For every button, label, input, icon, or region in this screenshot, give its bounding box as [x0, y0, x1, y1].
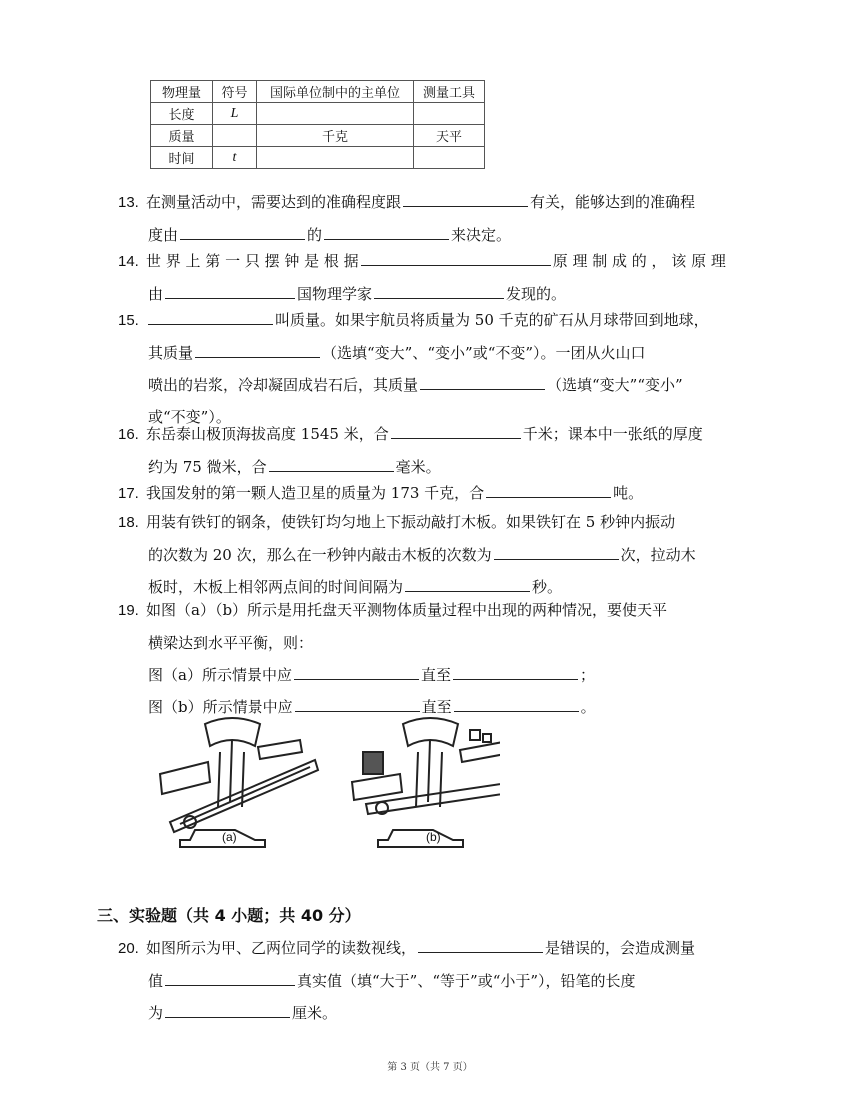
- question-text: 世 界 上 第 一 只 摆 钟 是 根 据: [146, 252, 359, 270]
- question-text: 板时，木板上相邻两点间的时间间隔为: [148, 578, 404, 596]
- table-cell: 天平: [414, 125, 485, 147]
- question-text: 千米；课本中一张纸的厚度: [522, 425, 703, 443]
- table-header: 测量工具: [414, 81, 485, 103]
- table-cell: [213, 125, 257, 147]
- table-cell: L: [213, 103, 257, 125]
- question-number: 16.: [118, 426, 139, 443]
- question-text: 或“不变”）。: [148, 408, 231, 426]
- balance-figures: [140, 712, 500, 861]
- question-number: 18.: [118, 514, 139, 531]
- question-text: 由: [148, 285, 164, 303]
- answer-blank[interactable]: [294, 661, 419, 680]
- answer-blank[interactable]: [418, 934, 543, 953]
- question-text: 是错误的，会造成测量: [545, 939, 696, 957]
- question-text: 其质量: [148, 344, 194, 362]
- question-text: 直至: [420, 666, 451, 684]
- balance-b: [352, 718, 500, 847]
- question-number: 17.: [118, 485, 139, 502]
- question-text: 次，拉动木: [620, 546, 696, 564]
- answer-blank[interactable]: [454, 693, 579, 712]
- question-text: 我国发射的第一颗人造卫星的质量为 173 千克，合: [146, 484, 485, 502]
- answer-blank[interactable]: [165, 280, 295, 299]
- question-14: [118, 245, 763, 310]
- question-16: [118, 418, 763, 483]
- question-text: 东岳泰山极顶海拔高度 1545 米，合: [146, 425, 389, 443]
- question-text: 秒。: [532, 578, 563, 596]
- question-text: 横梁达到水平平衡，则：: [148, 634, 314, 652]
- answer-blank[interactable]: [405, 573, 530, 592]
- page-footer: 第 3 页（共 7 页）: [387, 1062, 473, 1073]
- table-cell: t: [213, 147, 257, 169]
- question-text: 的次数为 20 次，那么在一秒钟内敲击木板的次数为: [148, 546, 492, 564]
- question-text: 发现的。: [506, 285, 567, 303]
- question-text: 来决定。: [451, 226, 512, 244]
- table-cell: [257, 103, 414, 125]
- question-text: ；: [579, 666, 595, 684]
- question-text: 毫米。: [395, 458, 441, 476]
- answer-blank[interactable]: [494, 541, 619, 560]
- answer-blank[interactable]: [165, 967, 295, 986]
- question-text: 为: [148, 1004, 164, 1022]
- table-cell: 长度: [151, 103, 213, 125]
- question-text: 直至: [421, 698, 452, 716]
- question-text: 厘米。: [292, 1004, 338, 1022]
- table-header: 符号: [213, 81, 257, 103]
- question-text: 在测量活动中，需要达到的准确程度跟: [146, 193, 402, 211]
- question-text: 真实值（填“大于”、“等于”或“小于”），铅笔的长度: [297, 972, 636, 990]
- question-text: 喷出的岩浆，冷却凝固成岩石后，其质量: [148, 376, 419, 394]
- question-text: 如图所示为甲、乙两位同学的读数视线，: [146, 939, 417, 957]
- table-cell: 时间: [151, 147, 213, 169]
- answer-blank[interactable]: [165, 999, 290, 1018]
- question-13: [118, 186, 763, 251]
- question-number: 15.: [118, 312, 139, 329]
- answer-blank[interactable]: [361, 247, 551, 266]
- question-15: [118, 304, 763, 433]
- table-header: 物理量: [151, 81, 213, 103]
- table-row: [151, 125, 485, 147]
- answer-blank[interactable]: [374, 280, 504, 299]
- question-text: 叫质量。如果宇航员将质量为 50 千克的矿石从月球带回到地球，: [275, 311, 709, 329]
- question-text: 如图（a）（b）所示是用托盘天平测物体质量过程中出现的两种情况，要使天平: [146, 601, 668, 619]
- question-text: 国物理学家: [297, 285, 373, 303]
- question-text: 图（a）所示情景中应: [148, 666, 292, 684]
- table-row: [151, 103, 485, 125]
- figure-label-b: (b): [426, 830, 441, 844]
- question-text: 原 理 制 成 的 ， 该 原 理: [552, 252, 726, 270]
- question-text: 约为 75 微米，合: [148, 458, 267, 476]
- balance-illustration: [140, 712, 500, 857]
- table-cell: [414, 103, 485, 125]
- answer-blank[interactable]: [269, 453, 394, 472]
- question-18: [118, 506, 763, 603]
- table-cell: [257, 147, 414, 169]
- answer-blank[interactable]: [295, 693, 420, 712]
- question-20: [118, 932, 763, 1029]
- question-number: 19.: [118, 602, 139, 619]
- question-number: 13.: [118, 194, 139, 211]
- table-cell: 质量: [151, 125, 213, 147]
- answer-blank[interactable]: [148, 306, 273, 325]
- answer-blank[interactable]: [420, 371, 545, 390]
- question-number: 14.: [118, 253, 139, 270]
- answer-blank[interactable]: [195, 339, 320, 358]
- table-header: 国际单位制中的主单位: [257, 81, 414, 103]
- answer-blank[interactable]: [180, 221, 305, 240]
- answer-blank[interactable]: [486, 479, 611, 498]
- question-text: 图（b）所示情景中应: [148, 698, 293, 716]
- question-text: 。: [580, 698, 596, 716]
- answer-blank[interactable]: [403, 188, 528, 207]
- question-text: 的: [307, 226, 323, 244]
- question-19: [118, 594, 763, 723]
- question-number: 20.: [118, 940, 139, 957]
- question-text: 吨。: [613, 484, 644, 502]
- question-text: 值: [148, 972, 164, 990]
- section-heading: 三、实验题（共 4 小题；共 40 分）: [97, 906, 361, 925]
- answer-blank[interactable]: [391, 420, 521, 439]
- answer-blank[interactable]: [453, 661, 578, 680]
- answer-blank[interactable]: [324, 221, 449, 240]
- table-cell: 千克: [257, 125, 414, 147]
- quantity-table: [150, 80, 485, 169]
- question-text: （选填“变大”、“变小”或“不变”）。一团从火山口: [322, 344, 646, 362]
- table-row: [151, 147, 485, 169]
- question-text: 用装有铁钉的钢条，使铁钉均匀地上下振动敲打木板。如果铁钉在 5 秒钟内振动: [146, 513, 676, 531]
- table-cell: [414, 147, 485, 169]
- question-text: （选填“变大”“变小”: [547, 376, 683, 394]
- question-text: 度由: [148, 226, 179, 244]
- figure-label-a: (a): [222, 830, 237, 844]
- question-text: 有关，能够达到的准确程: [530, 193, 696, 211]
- balance-a: [160, 718, 318, 847]
- table-header-row: [151, 81, 485, 103]
